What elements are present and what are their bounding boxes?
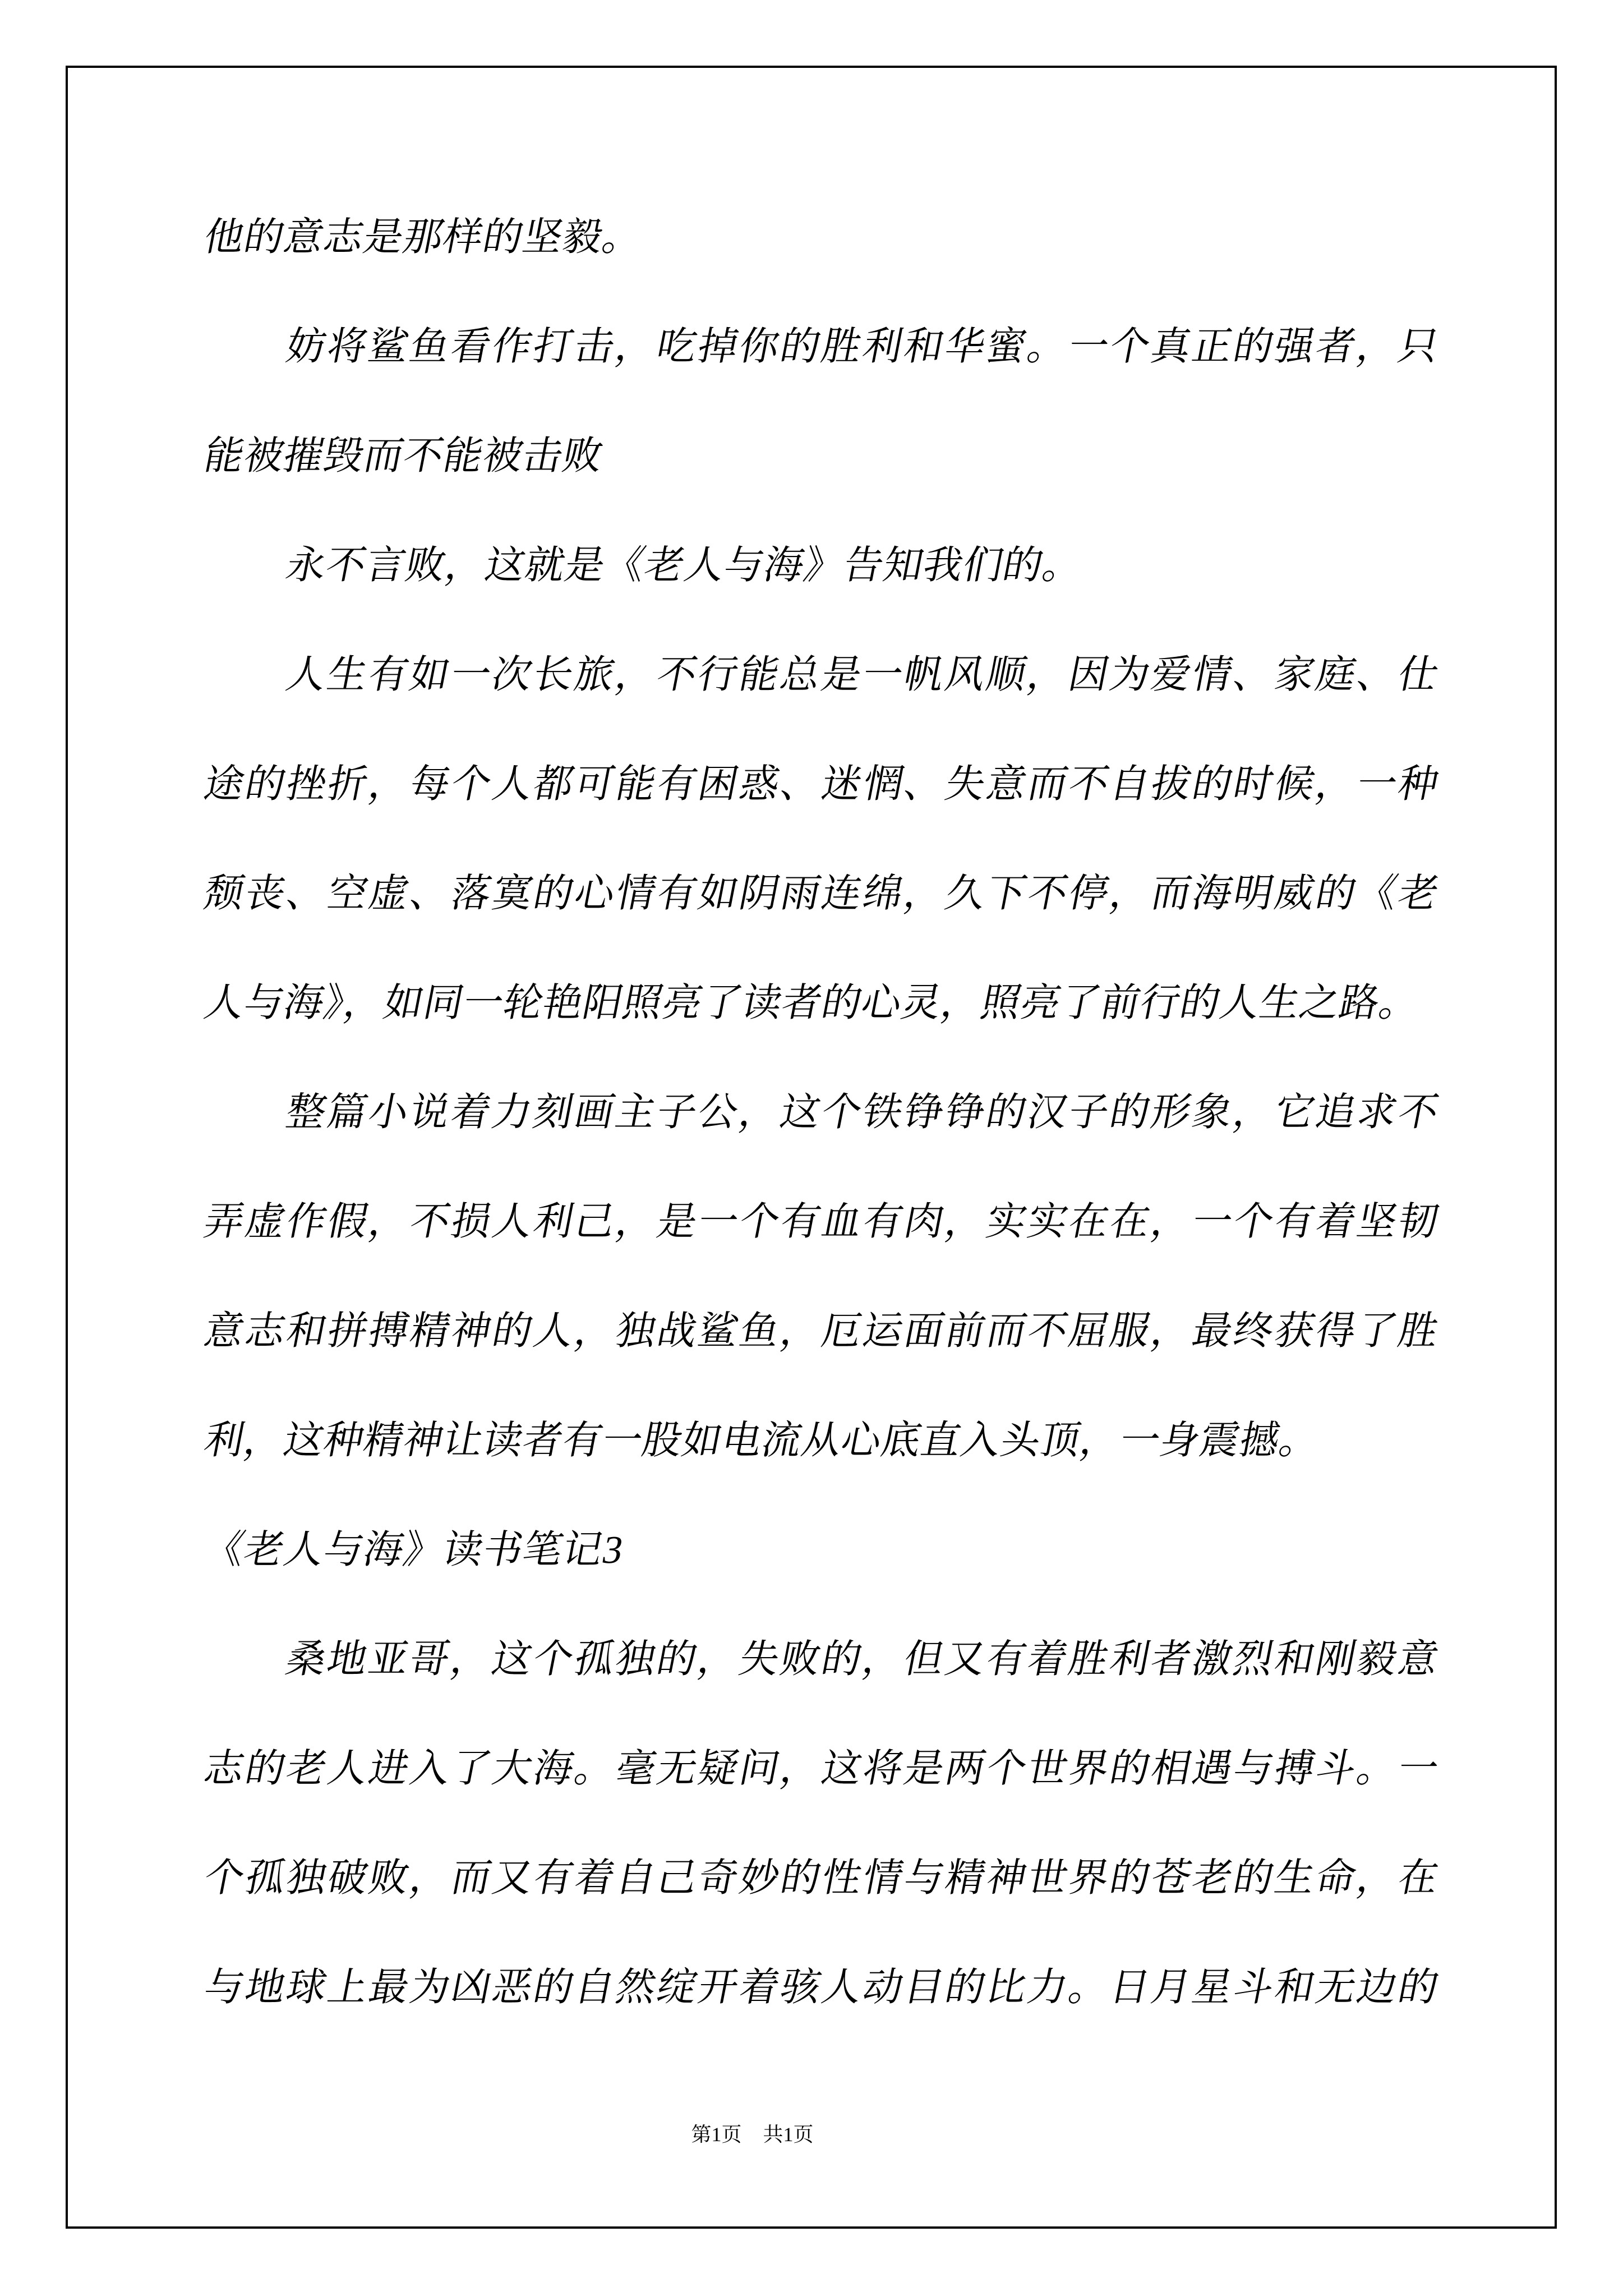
text-line: 与地球上最为凶恶的自然绽开着骇人动目的比力。日月星斗和无边的 <box>200 1966 1443 2009</box>
text-line: 《老人与海》读书笔记3 <box>200 1529 628 1572</box>
text-line: 个孤独破败，而又有着自己奇妙的性情与精神世界的苍老的生命，在 <box>200 1857 1443 1900</box>
text-line: 志的老人进入了大海。毫无疑问，这将是两个世界的相遇与搏斗。一 <box>200 1747 1443 1791</box>
text-line: 妨将鲨鱼看作打击，吃掉你的胜利和华蜜。一个真正的强者，只 <box>282 325 1443 369</box>
document-body <box>194 183 1443 2042</box>
total-pages: 共1页 <box>763 2123 814 2146</box>
text-line: 能被摧毁而不能被击败 <box>200 435 607 478</box>
text-line: 人与海》，如同一轮艳阳照亮了读者的心灵，照亮了前行的人生之路。 <box>200 982 1424 1025</box>
text-line: 人生有如一次长旅，不行能总是一帆风顺，因为爱情、家庭、仕 <box>282 654 1443 697</box>
page-number: 第1页 <box>691 2123 742 2146</box>
text-line: 意志和拼搏精神的人，独战鲨鱼，厄运面前而不屈服，最终获得了胜 <box>200 1310 1443 1353</box>
text-line: 利，这种精神让读者有一股如电流从心底直入头顶，一身震撼。 <box>200 1419 1324 1462</box>
text-line: 桑地亚哥，这个孤独的，失败的，但又有着胜利者激烈和刚毅意 <box>282 1638 1443 1681</box>
page-border <box>66 66 1557 2229</box>
text-line: 弄虚作假，不损人利己，是一个有血有肉，实实在在，一个有着坚韧 <box>200 1200 1443 1244</box>
text-line: 永不言败，这就是《老人与海》告知我们的。 <box>282 544 1087 587</box>
text-line: 颓丧、空虚、落寞的心情有如阴雨连绵，久下不停，而海明威的《老 <box>200 872 1443 915</box>
text-line: 途的挫折，每个人都可能有困惑、迷惘、失意而不自拔的时候，一种 <box>200 763 1443 806</box>
text-line: 整篇小说着力刻画主子公，这个铁铮铮的汉子的形象，它追求不 <box>282 1091 1443 1134</box>
text-line: 他的意志是那样的坚毅。 <box>200 216 647 259</box>
page-footer <box>9 2121 1496 2148</box>
